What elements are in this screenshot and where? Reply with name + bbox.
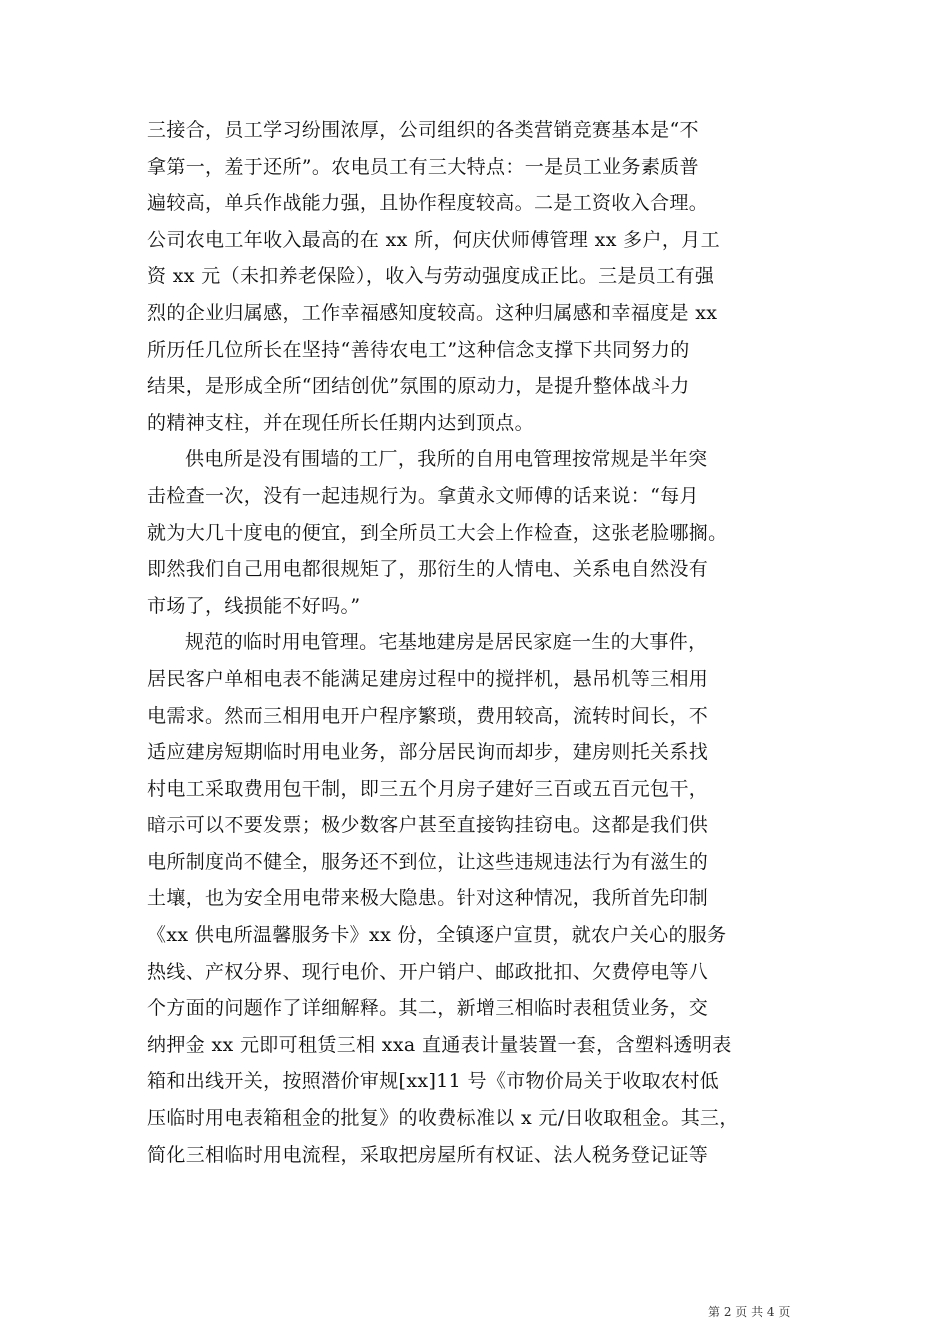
- text-line: 《xx 供电所温馨服务卡》xx 份，全镇逐户宣贯，就农户关心的服务: [147, 924, 727, 947]
- page-number: 第 2 页 共 4 页: [708, 1305, 791, 1319]
- text-line: 拿第一，羞于还所”。农电员工有三大特点：一是员工业务素质普: [147, 155, 699, 178]
- text-line: 适应建房短期临时用电业务，部分居民询而却步，建房则托关系找: [147, 741, 709, 764]
- text-line: 个方面的问题作了详细解释。其二，新增三相临时表租赁业务，交: [147, 997, 709, 1020]
- text-line: 热线、产权分界、现行电价、开户销户、邮政批扣、欠费停电等八: [147, 960, 709, 983]
- text-line: 公司农电工年收入最高的在 xx 所，何庆伏师傅管理 xx 多户，月工: [147, 228, 720, 251]
- text-line: 压临时用电表箱租金的批复》的收费标准以 x 元/日收取租金。其三，: [147, 1107, 739, 1130]
- text-line: 就为大几十度电的便宜，到全所员工大会上作检查，这张老脸哪搁。: [147, 521, 728, 544]
- text-line: 土壤，也为安全用电带来极大隐患。针对这种情况，我所首先印制: [147, 887, 709, 910]
- text-line: 箱和出线开关，按照潜价审规[xx]11 号《市物价局关于收取农村低: [147, 1070, 720, 1093]
- text-line: 简化三相临时用电流程，采取把房屋所有权证、法人税务登记证等: [147, 1143, 709, 1166]
- text-line: 三接合，员工学习纷围浓厚，公司组织的各类营销竞赛基本是“不: [147, 119, 699, 141]
- text-line: 结果，是形成全所“团结创优”氛围的原动力，是提升整体战斗力: [147, 375, 690, 398]
- text-line: 市场了，线损能不好吗。”: [147, 594, 361, 617]
- paragraph-1: [147, 112, 807, 441]
- text-line: 暗示可以不要发票；极少数客户甚至直接钩挂窃电。这都是我们供: [147, 814, 709, 837]
- text-line: 烈的企业归属感，工作幸福感知度较高。这种归属感和幸福度是 xx: [147, 301, 718, 324]
- text-line: 遍较高，单兵作战能力强，且协作程度较高。二是工资收入合理。: [147, 192, 709, 215]
- text-line: 所历任几位所长在坚持“善待农电工”这种信念支撑下共同努力的: [147, 338, 690, 361]
- text-line: 纳押金 xx 元即可租赁三相 xxa 直通表计量装置一套，含塑料透明表: [147, 1033, 732, 1056]
- text-line: 电需求。然而三相用电开户程序繁琐，费用较高，流转时间长，不: [147, 704, 709, 727]
- paragraph-3: [147, 624, 807, 1173]
- text-line: 电所制度尚不健全，服务还不到位，让这些违规违法行为有滋生的: [147, 850, 709, 873]
- text-line: 即然我们自己用电都很规矩了，那衍生的人情电、关系电自然没有: [147, 558, 709, 581]
- text-line: 供电所是没有围墙的工厂，我所的自用电管理按常规是半年突: [185, 448, 708, 471]
- document-body: [147, 112, 807, 1173]
- text-line: 击检查一次，没有一起违规行为。拿黄永文师傅的话来说：“每月: [147, 484, 699, 507]
- paragraph-2: [147, 441, 807, 624]
- text-line: 的精神支柱，并在现任所长任期内达到顶点。: [147, 411, 535, 434]
- text-line: 规范的临时用电管理。宅基地建房是居民家庭一生的大事件，: [185, 631, 708, 654]
- text-line: 居民客户单相电表不能满足建房过程中的搅拌机，悬吊机等三相用: [147, 667, 709, 690]
- text-line: 资 xx 元（未扣养老保险），收入与劳动强度成正比。三是员工有强: [147, 265, 715, 288]
- text-line: 村电工采取费用包干制，即三五个月房子建好三百或五百元包干，: [147, 777, 709, 800]
